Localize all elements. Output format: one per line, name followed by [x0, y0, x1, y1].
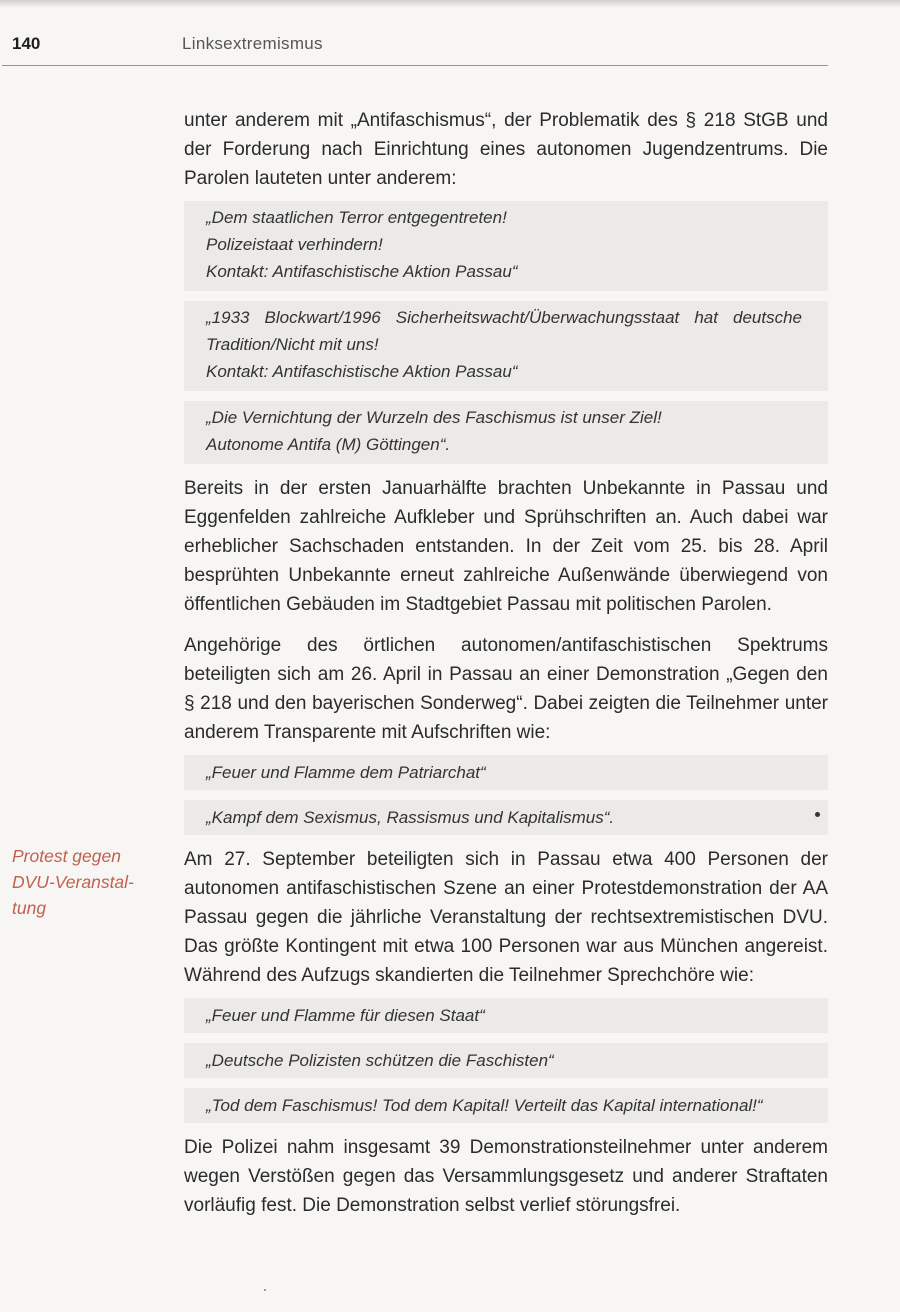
paragraph-2: Bereits in der ersten Januarhälfte brachten Unbekannte in Passau und Eggenfelden zahlreiche Aufkleber und Sprühschriften an. Auch dabei war erheblicher Sachschaden entstanden. In der Zeit vom 25. bis 28. April besprühten Unbekannte erneut zahlreiche Außenwände überwiegend von öffentlichen Gebäuden im Stadtgebiet Passau mit politischen Parolen. — [184, 478, 828, 615]
quote-line: „Dem staatlichen Terror entgegentreten! — [206, 208, 507, 227]
paragraph-4: Am 27. September beteiligten sich in Passau etwa 400 Personen der autonomen antifaschistischen Szene an einer Protestdemonstration der AA Passau gegen die jährliche Veranstaltung der rechtsextremistischen DVU. Das größte Kontingent mit etwa 100 Personen war aus München angereist. Während des Aufzugs skandierten die Teilnehmer Sprechchöre wie: — [184, 849, 828, 986]
quote-box — [184, 998, 828, 1033]
quote-line: Autonome Antifa (M) Göttingen“. — [206, 435, 451, 454]
stray-dot — [815, 812, 820, 817]
scan-top-edge — [0, 0, 900, 8]
quote-box — [184, 1088, 828, 1123]
running-title: Linksextremismus — [182, 34, 323, 53]
paragraph-3: Angehörige des örtlichen autonomen/antifaschistischen Spektrums beteiligten sich am 26. April in Passau an einer Demonstration „Gegen den § 218 und den bayerischen Sonderweg“. Dabei zeigten die Teilnehmer unter anderem Transparente mit Aufschriften wie: — [184, 635, 828, 743]
quote-box — [184, 1043, 828, 1078]
quote-line: „Kampf dem Sexismus, Rassismus und Kapitalismus“. — [206, 808, 615, 827]
quote-line: „1933 Blockwart/1996 Sicherheitswacht/Überwachungsstaat hat deutsche Tradition/Nicht mit uns! — [206, 308, 802, 354]
paragraph-1: unter anderem mit „Antifaschismus“, der Problematik des § 218 StGB und der Forderung nach Einrichtung eines autonomen Jugendzentrums. Die Parolen lauteten unter anderem: — [184, 110, 828, 189]
quote-line: „Tod dem Faschismus! Tod dem Kapital! Verteilt das Kapital international!“ — [206, 1096, 763, 1115]
margin-note-line: tung — [12, 898, 47, 918]
header-rule — [2, 65, 828, 66]
quote-line: „Feuer und Flamme für diesen Staat“ — [206, 1006, 485, 1025]
main-text — [184, 106, 828, 1232]
quote-line: „Die Vernichtung der Wurzeln des Faschismus ist unser Ziel! — [206, 408, 662, 427]
page-number: 140 — [12, 34, 41, 53]
quote-line: Kontakt: Antifaschistische Aktion Passau“ — [206, 362, 518, 381]
scan-speck — [264, 1289, 266, 1291]
quote-line: Polizeistaat verhindern! — [206, 235, 383, 254]
paragraph-5: Die Polizei nahm insgesamt 39 Demonstrationsteilnehmer unter anderem wegen Verstößen gegen das Versammlungsgesetz und anderer Straftaten vorläufig fest. Die Demonstration selbst verlief störungsfrei. — [184, 1137, 828, 1216]
quote-line: „Deutsche Polizisten schützen die Faschisten“ — [206, 1051, 554, 1070]
quote-box — [184, 201, 828, 291]
quote-box — [184, 401, 828, 464]
quote-line: Kontakt: Antifaschistische Aktion Passau“ — [206, 262, 518, 281]
page-header — [0, 34, 830, 66]
margin-note-line: DVU-Veranstal- — [12, 872, 134, 892]
quote-line: „Feuer und Flamme dem Patriarchat“ — [206, 763, 486, 782]
quote-box — [184, 800, 828, 835]
quote-box — [184, 301, 828, 391]
margin-note-line: Protest gegen — [12, 846, 121, 866]
quote-box — [184, 755, 828, 790]
margin-note — [12, 843, 162, 921]
